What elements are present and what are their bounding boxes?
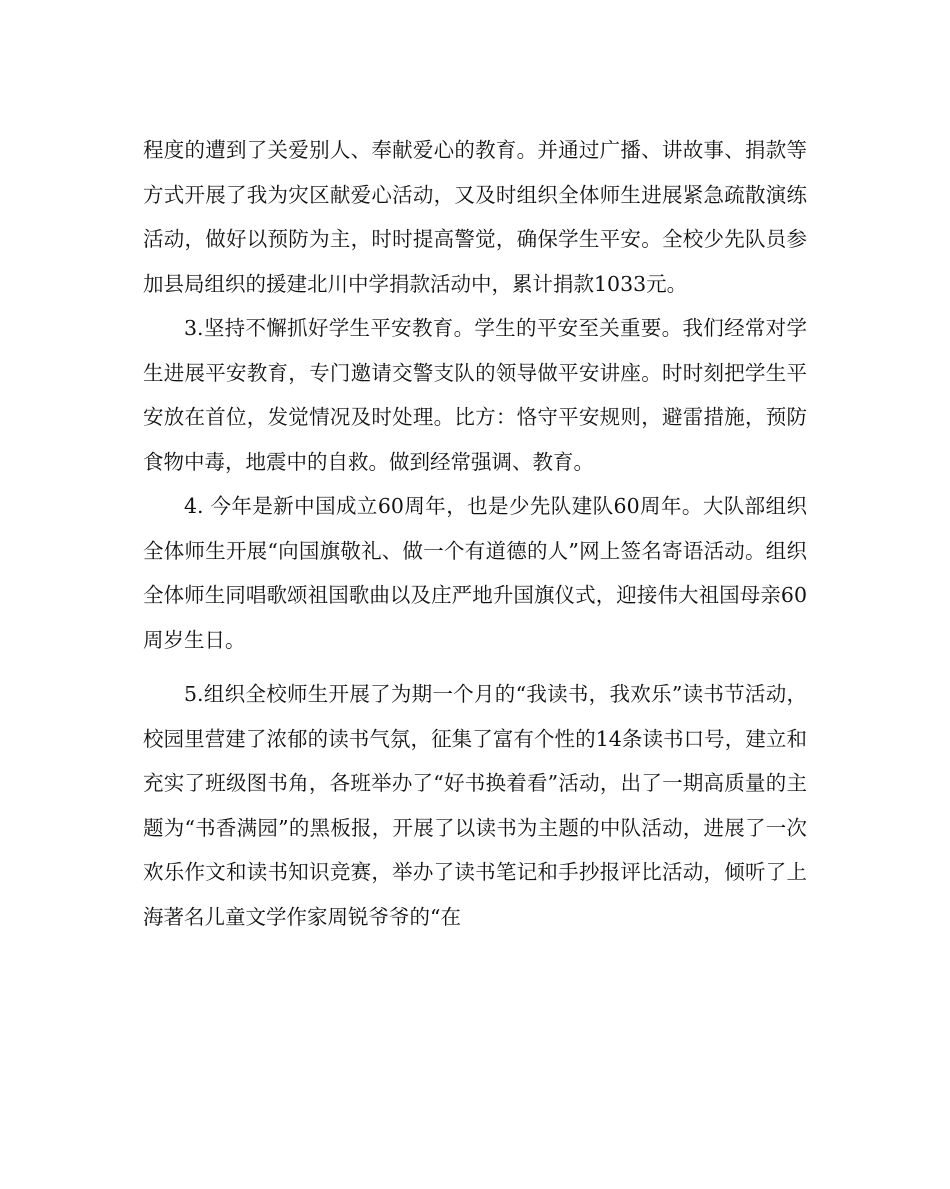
paragraph-60th-anniversary: 4. 今年是新中国成立60周年，也是少先队建队60周年。大队部组织全体师生开展“向国旗敬礼、做一个有道德的人”网上签名寄语活动。组织全体师生同唱歌颂祖国歌曲以及庄严地升国旗仪式，迎接伟大祖国母亲60周岁生日。: [143, 494, 807, 652]
document-body: [143, 128, 807, 939]
paragraph-donation: 程度的遭到了关爱别人、奉献爱心的教育。并通过广播、讲故事、捐款等方式开展了我为灾区献爱心活动，又及时组织全体师生进展紧急疏散演练活动，做好以预防为主，时时提高警觉，确保学生平安。全校少先队员参加县局组织的援建北川中学捐款活动中，累计捐款1033元。: [143, 138, 807, 296]
paragraph-spacer: [143, 662, 807, 672]
paragraph-safety-education: 3.坚持不懈抓好学生平安教育。学生的平安至关重要。我们经常对学生进展平安教育，专门邀请交警支队的领导做平安讲座。时时刻把学生平安放在首位，发觉情况及时处理。比方：恪守平安规则，避雷措施，预防食物中毒，地震中的自救。做到经常强调、教育。: [143, 316, 807, 474]
paragraph-reading-festival: 5.组织全校师生开展了为期一个月的“我读书，我欢乐”读书节活动，校园里营建了浓郁的读书气氛，征集了富有个性的14条读书口号，建立和充实了班级图书角，各班举办了“好书换着看”活动，出了一期高质量的主题为“书香满园”的黑板报，开展了以读书为主题的中队活动，进展了一次欢乐作文和读书知识竞赛，举办了读书笔记和手抄报评比活动，倾听了上海著名儿童文学作家周锐爷爷的“在: [143, 682, 807, 929]
